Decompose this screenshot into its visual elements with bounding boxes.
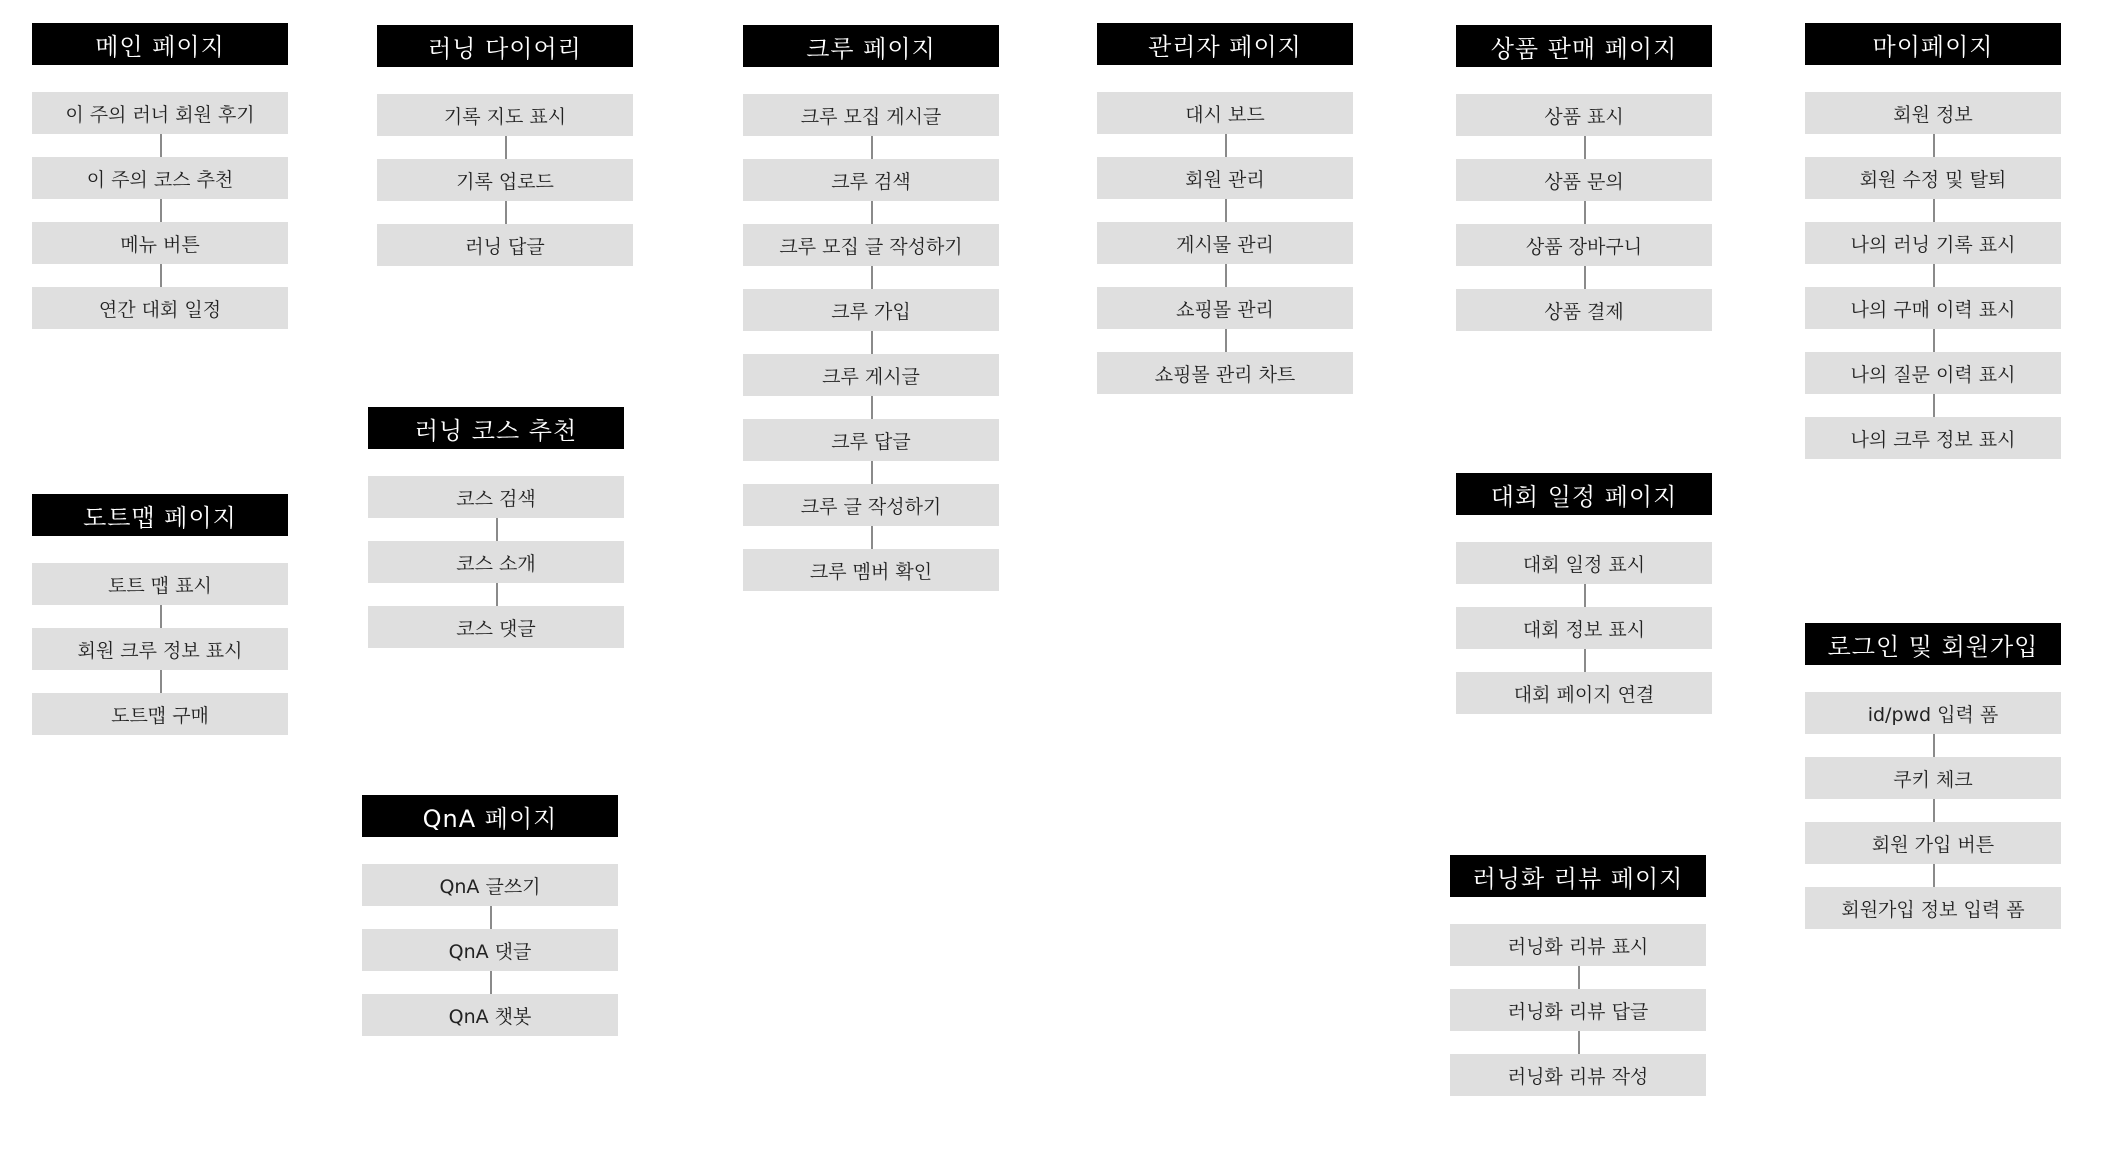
feature-box: 상품 결제 bbox=[1456, 289, 1712, 331]
feature-box: 쇼핑몰 관리 bbox=[1097, 287, 1353, 329]
feature-box: 나의 크루 정보 표시 bbox=[1805, 417, 2061, 459]
feature-box: 이 주의 러너 회원 후기 bbox=[32, 92, 288, 134]
feature-box: 회원 수정 및 탈퇴 bbox=[1805, 157, 2061, 199]
feature-box: 러닝화 리뷰 작성 bbox=[1450, 1054, 1706, 1096]
page-group bbox=[1805, 623, 2061, 929]
feature-box: 상품 장바구니 bbox=[1456, 224, 1712, 266]
feature-box: 기록 지도 표시 bbox=[377, 94, 633, 136]
group-header: 상품 판매 페이지 bbox=[1456, 25, 1712, 67]
feature-list bbox=[1805, 92, 2061, 459]
feature-list bbox=[362, 864, 618, 1036]
group-header: 러닝 코스 추천 bbox=[368, 407, 624, 449]
feature-box: 코스 검색 bbox=[368, 476, 624, 518]
page-group bbox=[368, 407, 624, 648]
feature-box: 회원 정보 bbox=[1805, 92, 2061, 134]
page-group bbox=[377, 25, 633, 266]
group-header: 관리자 페이지 bbox=[1097, 23, 1353, 65]
page-group bbox=[32, 23, 288, 329]
feature-box: 상품 문의 bbox=[1456, 159, 1712, 201]
feature-box: 쿠키 체크 bbox=[1805, 757, 2061, 799]
group-header: 대회 일정 페이지 bbox=[1456, 473, 1712, 515]
feature-box: 도트맵 구매 bbox=[32, 693, 288, 735]
page-group bbox=[362, 795, 618, 1036]
feature-list bbox=[743, 94, 999, 591]
feature-list bbox=[32, 563, 288, 735]
feature-box: 크루 모집 글 작성하기 bbox=[743, 224, 999, 266]
feature-list bbox=[1097, 92, 1353, 394]
feature-box: 메뉴 버튼 bbox=[32, 222, 288, 264]
feature-box: 이 주의 코스 추천 bbox=[32, 157, 288, 199]
feature-box: 나의 질문 이력 표시 bbox=[1805, 352, 2061, 394]
feature-list bbox=[32, 92, 288, 329]
feature-box: 크루 멤버 확인 bbox=[743, 549, 999, 591]
feature-box: 크루 글 작성하기 bbox=[743, 484, 999, 526]
group-header: 메인 페이지 bbox=[32, 23, 288, 65]
feature-box: 코스 소개 bbox=[368, 541, 624, 583]
feature-list bbox=[1456, 94, 1712, 331]
feature-list bbox=[1805, 692, 2061, 929]
feature-box: 대회 페이지 연결 bbox=[1456, 672, 1712, 714]
feature-box: 회원가입 정보 입력 폼 bbox=[1805, 887, 2061, 929]
feature-box: 연간 대회 일정 bbox=[32, 287, 288, 329]
page-group bbox=[743, 25, 999, 591]
feature-list bbox=[1450, 924, 1706, 1096]
feature-box: 쇼핑몰 관리 차트 bbox=[1097, 352, 1353, 394]
feature-box: QnA 댓글 bbox=[362, 929, 618, 971]
feature-box: 회원 가입 버튼 bbox=[1805, 822, 2061, 864]
feature-box: 대회 일정 표시 bbox=[1456, 542, 1712, 584]
feature-box: 크루 게시글 bbox=[743, 354, 999, 396]
page-group bbox=[32, 494, 288, 735]
feature-box: 크루 답글 bbox=[743, 419, 999, 461]
feature-box: 러닝화 리뷰 답글 bbox=[1450, 989, 1706, 1031]
feature-list bbox=[1456, 542, 1712, 714]
feature-box: 러닝 답글 bbox=[377, 224, 633, 266]
feature-box: 러닝화 리뷰 표시 bbox=[1450, 924, 1706, 966]
page-group bbox=[1097, 23, 1353, 394]
feature-box: 기록 업로드 bbox=[377, 159, 633, 201]
feature-box: 토트 맵 표시 bbox=[32, 563, 288, 605]
group-header: 로그인 및 회원가입 bbox=[1805, 623, 2061, 665]
group-header: 도트맵 페이지 bbox=[32, 494, 288, 536]
feature-list bbox=[368, 476, 624, 648]
group-header: QnA 페이지 bbox=[362, 795, 618, 837]
feature-list bbox=[377, 94, 633, 266]
group-header: 크루 페이지 bbox=[743, 25, 999, 67]
page-group bbox=[1805, 23, 2061, 459]
feature-box: 나의 구매 이력 표시 bbox=[1805, 287, 2061, 329]
feature-box: QnA 글쓰기 bbox=[362, 864, 618, 906]
page-group bbox=[1456, 25, 1712, 331]
group-header: 러닝 다이어리 bbox=[377, 25, 633, 67]
group-header: 러닝화 리뷰 페이지 bbox=[1450, 855, 1706, 897]
feature-box: 나의 러닝 기록 표시 bbox=[1805, 222, 2061, 264]
feature-box: 코스 댓글 bbox=[368, 606, 624, 648]
feature-box: 회원 관리 bbox=[1097, 157, 1353, 199]
feature-box: id/pwd 입력 폼 bbox=[1805, 692, 2061, 734]
page-group bbox=[1450, 855, 1706, 1096]
feature-box: 회원 크루 정보 표시 bbox=[32, 628, 288, 670]
feature-box: 대회 정보 표시 bbox=[1456, 607, 1712, 649]
feature-box: QnA 챗봇 bbox=[362, 994, 618, 1036]
page-group bbox=[1456, 473, 1712, 714]
group-header: 마이페이지 bbox=[1805, 23, 2061, 65]
feature-box: 게시물 관리 bbox=[1097, 222, 1353, 264]
feature-box: 크루 검색 bbox=[743, 159, 999, 201]
feature-box: 크루 가입 bbox=[743, 289, 999, 331]
feature-box: 크루 모집 게시글 bbox=[743, 94, 999, 136]
feature-box: 상품 표시 bbox=[1456, 94, 1712, 136]
feature-box: 대시 보드 bbox=[1097, 92, 1353, 134]
